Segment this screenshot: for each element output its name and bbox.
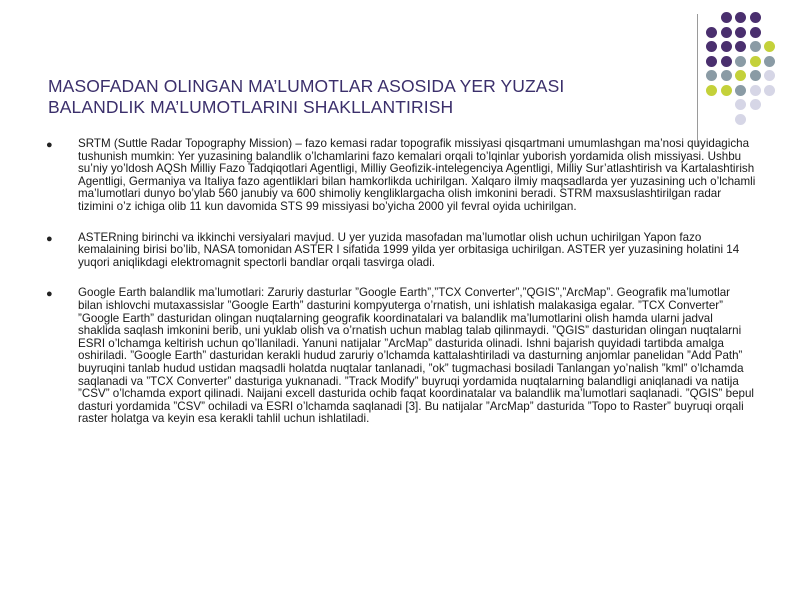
decorative-dot — [721, 56, 732, 67]
decorative-dot — [721, 41, 732, 52]
bullet-item-google-earth — [46, 287, 756, 426]
decorative-dot — [750, 12, 761, 23]
decorative-dot — [735, 114, 746, 125]
decorative-dot — [735, 99, 746, 110]
decorative-dot — [735, 56, 746, 67]
decorative-dot — [735, 41, 746, 52]
decorative-dot — [735, 70, 746, 81]
bullet-item-srtm — [46, 138, 756, 214]
bullet-item-aster — [46, 232, 756, 270]
decorative-dot — [735, 27, 746, 38]
decorative-dot — [721, 27, 732, 38]
decorative-dot — [735, 85, 746, 96]
decorative-dot — [764, 85, 775, 96]
decorative-dot — [721, 70, 732, 81]
decorative-dot — [764, 70, 775, 81]
decorative-dot — [764, 41, 775, 52]
decorative-dot — [721, 85, 732, 96]
decorative-dot — [750, 70, 761, 81]
slide-title-line-1: MASOFADAN OLINGAN MA’LUMOTLAR ASOSIDA YER YUZASI — [48, 76, 565, 96]
bullet-text: SRTM (Suttle Radar Topography Mission) – fazo kemasi radar topografik missiyasi qisqartmani umumlashgan ma’nosi quyidagicha tushunish mumkin: Yer yuzasining balandlik o’lchamlarini fazo kemalari orqali to’lqinlar yuborish yordamida olish missiyasi. Ushbu su’niy yo’ldosh AQSh Milliy Fazo Tadqiqotlari Agentligi, Milliy Geofizik-intelegenciya Agentligi, Milliy Sur’atlashtirish va Kartalashtirish Agentligi, Germaniya va Italiya fazo agentliklari bilan hamkorlikda uchirilgan. Xalqaro ilmiy maqsadlarda yer yuzasining uch o’lchamli ma’lumotlari dunyo bo’ylab 560 janubiy va 600 shimoliy kengliklargacha olish imkonini beradi. STRM maxsuslashtirilgan radar tizimini o’z ichiga olib 11 kun davomida STS 99 missiyasi bo’yicha 2000 yil fevral oyida uchirilgan. — [78, 137, 756, 213]
decorative-dot — [706, 27, 717, 38]
decorative-dot-grid — [706, 12, 796, 132]
decorative-dot — [750, 27, 761, 38]
bullet-text: Google Earth balandlik ma’lumotlari: Zaruriy dasturlar ”Google Earth”,”TCX Converter”,”QGIS”,”ArcMap”. Geografik ma’lumotlar bilan ishlovchi mutaxassislar ”Google Earth” dasturini kompyuterga o’rnatish, uni ishlatish malakasiga egalar. ”TCX Converter” ”Google Earth” dasturidan olingan nuqtalarning geografik koordinatalari va balandlik ma’lumotlarini olish hamda ularni jadval shaklida saqlash imkonini berib, uni yuklab olish va o’rnatish uchun mablag talab qilinmaydi. ”QGIS” dasturidan olingan nuqtalarni ESRI o’lchamga keltirish uchun qo’llaniladi. Yanuni natijalar ”ArcMap” dasturida olinadi. Ishni bajarish quyidadi tartibda amalga oshiriladi. ”Google Earth” dasturidan kerakli hudud zaruriy o’lchamda kattalashtiriladi va dasturning anjomlar panelidan ”Add Path” buyruqini tanlab hudud ustidan maqsadli holatda nuqtalar tanlanadi, ”ok” tugmachasi bosiladi Tanlangan yo’nalish ”kml” o’lchamda saqlanadi va ”TCX Converter” dasturiga yuknanadi. ”Track Modify” buyruqi yordamida nuqtalarning balandligi aniqlanadi va natija ”CSV” o’lchamda export qilinadi. Naijani excell dasturida ochib faqat koordinatalar va balandlik ma’lumotlari saqlanadi. ”QGIS” bepul dasturi yordamida ”CSV” ochiladi va ESRI o’lchamda saqlanadi [3]. Bu natijalar ”ArcMap” dasturida ”Topo to Raster” buyruqi orqali raster holatga va keyin esa kerakli tahlil uchun ishlatiladi. — [78, 286, 755, 426]
decorative-dot — [706, 70, 717, 81]
slide-title-line-2: BALANDLIK MA’LUMOTLARINI SHAKLLANTIRISH — [48, 97, 454, 117]
bullet-dot-icon: ● — [46, 232, 53, 245]
vertical-divider — [697, 14, 698, 146]
decorative-dot — [735, 12, 746, 23]
decorative-dot — [706, 85, 717, 96]
decorative-dot — [750, 41, 761, 52]
decorative-dot — [764, 56, 775, 67]
decorative-dot — [750, 99, 761, 110]
decorative-dot — [706, 41, 717, 52]
decorative-dot — [750, 85, 761, 96]
decorative-dot — [721, 12, 732, 23]
bullet-dot-icon: ● — [46, 139, 53, 151]
bullet-dot-icon: ● — [46, 288, 53, 301]
slide-title — [48, 76, 668, 118]
bullet-list — [46, 138, 756, 444]
bullet-text: ASTERning birinchi va ikkinchi versiyalari mavjud. U yer yuzida masofadan ma’lumotlar olish uchun uchirilgan Yapon fazo kemalaining birisi bo’lib, NASA tomonidan ASTER I sifatida 1999 yilda yer orbitasiga uchirilgan. ASTER yer yuzasining holatini 14 yuqori aniqlikdagi elektromagnit spectorli bandlar orqali tasvirga oladi. — [78, 230, 740, 269]
decorative-dot — [750, 56, 761, 67]
decorative-dot — [706, 56, 717, 67]
